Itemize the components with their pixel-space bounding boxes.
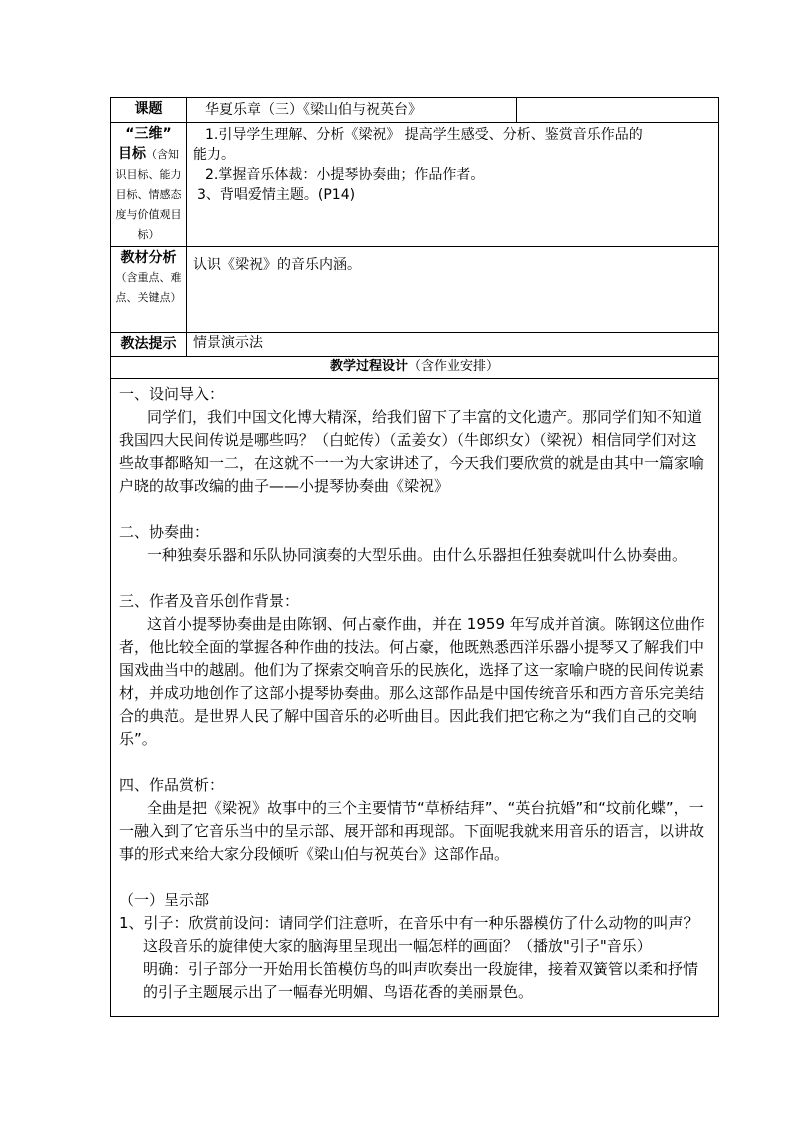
goals-label-sub: （含知识目标、能力目标、情感态度与价值观目标） [115, 148, 182, 241]
subsection-1-title: （一）呈示部 [119, 891, 210, 909]
process-cell [111, 379, 719, 1017]
analysis-text: 认识《梁祝》的音乐内涵。 [193, 257, 361, 273]
goals-cell [187, 123, 719, 247]
design-subtitle: （含作业安排） [408, 359, 500, 374]
item-1-answer: 明确：引子部分一开始用长笛模仿鸟的叫声吹奏出一段旋律，接着双簧管以柔和抒情的引子主题展示出了一幅春光明媚、鸟语花香的美丽景色。 [143, 960, 699, 1001]
analysis-cell [187, 247, 719, 333]
topic-empty-cell [517, 98, 719, 123]
method-label-cell [111, 333, 187, 357]
method-label: 教法提示 [120, 336, 177, 352]
analysis-label-cell [111, 247, 187, 333]
topic-title: 华夏乐章（三）《梁山伯与祝英台》 [205, 102, 422, 118]
method-text: 情景演示法 [193, 335, 263, 351]
goal-line-3: 2.掌握音乐体裁：小提琴协奏曲；作品作者。 [205, 167, 485, 183]
goals-label-top: “三维” [125, 126, 172, 142]
section-3-text: 这首小提琴协奏曲是由陈钢、何占豪作曲，并在 1959 年写成并首演。陈钢这位曲作者，他比较全面的掌握各种作曲的技法。何占豪，他既熟悉西洋乐器小提琴又了解我们中国戏曲当中的越剧。他们为了探索交响音乐的民族化，选择了这一家喻户晓的民间传说素材，并成功地创作了这部小提琴协奏曲。那么这部作品是中国传统音乐和西方音乐完美结合的典范。是世界人民了解中国音乐的必听曲目。因此我们把它称之为“我们自己的交响乐”。 [119, 615, 705, 748]
section-4-title: 四、作品赏析： [119, 776, 225, 794]
section-2-title: 二、协奏曲： [119, 523, 210, 541]
analysis-label: 教材分析 [120, 250, 177, 266]
section-1-title: 一、设问导入： [119, 385, 225, 403]
goal-line-1: 1.引导学生理解、分析《梁祝》 提高学生感受、分析、鉴赏音乐作品的 [205, 127, 643, 143]
topic-label-cell [111, 98, 187, 123]
section-1-text: 同学们，我们中国文化博大精深，给我们留下了丰富的文化遗产。那同学们知不知道我国四大民间传说是哪些吗？（白蛇传）（孟姜女）（牛郎织女）（梁祝）相信同学们对这些故事都略知一二，在这就不一一为大家讲述了，今天我们要欣赏的就是由其中一篇家喻户晓的故事改编的曲子——小提琴协奏曲《梁祝》 [119, 408, 705, 495]
topic-title-cell [187, 98, 517, 123]
section-3-title: 三、作者及音乐创作背景： [119, 592, 300, 610]
lesson-plan-table [110, 97, 719, 1017]
section-2-text: 一种独奏乐器和乐队协同演奏的大型乐曲。由什么乐器担任独奏就叫什么协奏曲。 [147, 546, 688, 564]
goal-line-4: 3、背唱爱情主题。(P14) [197, 187, 356, 203]
goals-label-main: 目标 [118, 146, 146, 162]
topic-label: 课题 [134, 101, 163, 117]
design-title-cell [111, 357, 719, 379]
item-1-question: 1、引子：欣赏前设问：请同学们注意听，在音乐中有一种乐器模仿了什么动物的叫声？这段音乐的旋律使大家的脑海里呈现出一幅怎样的画面？（播放"引子"音乐） [119, 914, 699, 955]
analysis-sub-label: （含重点、难点、关键点） [115, 271, 182, 304]
method-cell [187, 333, 719, 357]
goals-label-cell [111, 123, 187, 247]
goal-line-2: 能力。 [193, 147, 235, 163]
section-4-text: 全曲是把《梁祝》故事中的三个主要情节“草桥结拜”、“英台抗婚”和“坟前化蝶”，一一融入到了它音乐当中的呈示部、展开部和再现部。下面呢我就来用音乐的语言，以讲故事的形式来给大家分段倾听《梁山伯与祝英台》这部作品。 [119, 799, 705, 863]
design-title: 教学过程设计 [329, 359, 408, 374]
